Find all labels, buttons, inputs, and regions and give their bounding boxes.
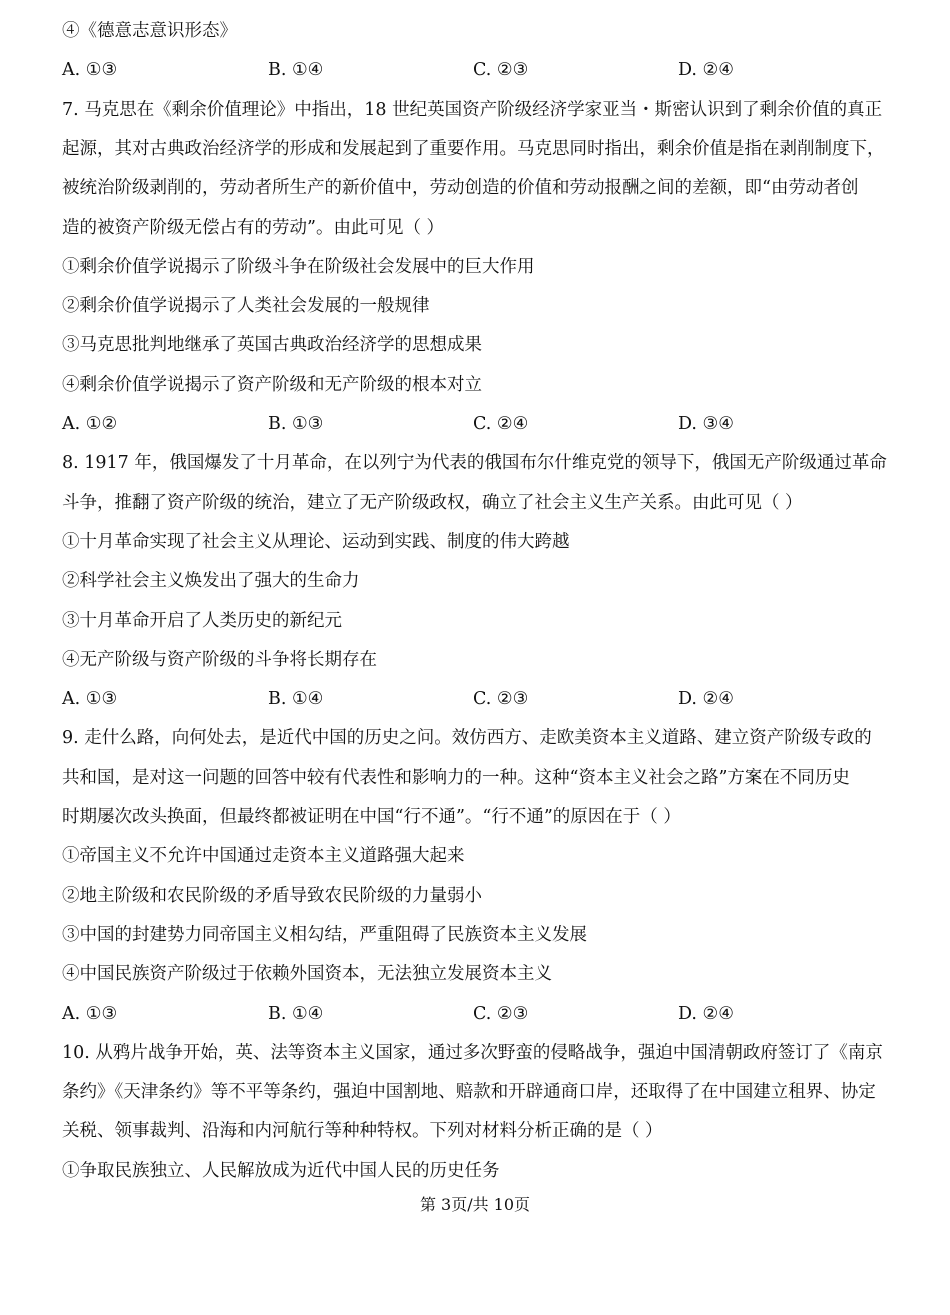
- option-line: ④中国民族资产阶级过于依赖外国资本，无法独立发展资本主义: [62, 964, 552, 985]
- choice-d: D. ③④: [678, 414, 734, 434]
- choice-d: D. ②④: [678, 689, 734, 710]
- option-line: ③马克思批判地继承了英国古典政治经济学的思想成果: [62, 335, 482, 356]
- choice-a: A. ①②: [62, 414, 118, 434]
- choice-b: B. ①④: [268, 689, 324, 710]
- choice-d: D. ②④: [678, 60, 734, 81]
- option-line: ④《德意志意识形态》: [62, 21, 237, 41]
- answer-choices: [62, 688, 888, 710]
- choice-c: C. ②④: [473, 414, 529, 434]
- option-line: ②科学社会主义焕发出了强大的生命力: [62, 571, 360, 592]
- option-line: ②地主阶级和农民阶级的矛盾导致农民阶级的力量弱小: [62, 885, 482, 906]
- choice-c: C. ②③: [473, 1003, 529, 1024]
- question-stem-line: 关税、领事裁判、沿海和内河航行等种种特权。下列对材料分析正确的是（ ）: [62, 1121, 663, 1142]
- choice-c: C. ②③: [473, 60, 529, 81]
- question-stem-line: 9. 走什么路，向何处去，是近代中国的历史之问。效仿西方、走欧美资本主义道路、建立资产阶级专政的: [62, 728, 872, 749]
- question-stem-line: 时期屡次改头换面，但最终都被证明在中国“行不通”。“行不通”的原因在于（ ）: [62, 807, 681, 827]
- question-stem-line: 8. 1917 年，俄国爆发了十月革命，在以列宁为代表的俄国布尔什维克党的领导下，俄国无产阶级通过革命: [62, 453, 887, 474]
- option-line: ④剩余价值学说揭示了资产阶级和无产阶级的根本对立: [62, 374, 482, 395]
- choice-b: B. ①③: [268, 414, 324, 434]
- option-line: ③十月革命开启了人类历史的新纪元: [62, 610, 342, 631]
- choice-b: B. ①④: [268, 1003, 324, 1024]
- answer-choices: [62, 59, 888, 81]
- question-stem-line: 起源，其对古典政治经济学的形成和发展起到了重要作用。马克思同时指出，剩余价值是指在剥削制度下，: [62, 138, 885, 159]
- choice-a: A. ①③: [62, 689, 118, 710]
- choice-a: A. ①③: [62, 60, 118, 81]
- choice-b: B. ①④: [268, 60, 324, 81]
- page-footer: 第 3页/共 10页: [419, 1195, 531, 1214]
- question-stem-line: 条约》《天津条约》等不平等条约，强迫中国割地、赔款和开辟通商口岸，还取得了在中国建立租界、协定: [62, 1082, 876, 1103]
- choice-a: A. ①③: [62, 1003, 118, 1024]
- option-line: ④无产阶级与资产阶级的斗争将长期存在: [62, 649, 377, 670]
- option-line: ①争取民族独立、人民解放成为近代中国人民的历史任务: [62, 1160, 500, 1181]
- question-stem-line: 共和国，是对这一问题的回答中较有代表性和影响力的一种。这种“资本主义社会之路”方案在不同历史: [62, 767, 850, 788]
- question-stem-line: 造的被资产阶级无偿占有的劳动”。由此可见（ ）: [62, 217, 445, 238]
- option-line: ①十月革命实现了社会主义从理论、运动到实践、制度的伟大跨越: [62, 531, 570, 552]
- question-stem-line: 被统治阶级剥削的，劳动者所生产的新价值中，劳动创造的价值和劳动报酬之间的差额，即“由劳动者创: [62, 178, 859, 199]
- choice-c: C. ②③: [473, 689, 529, 710]
- answer-choices: [62, 413, 888, 435]
- choice-d: D. ②④: [678, 1003, 734, 1024]
- question-stem-line: 7. 马克思在《剩余价值理论》中指出，18 世纪英国资产阶级经济学家亚当・斯密认识到了剩余价值的真正: [62, 99, 883, 120]
- option-line: ②剩余价值学说揭示了人类社会发展的一般规律: [62, 296, 430, 317]
- question-stem-line: 10. 从鸦片战争开始，英、法等资本主义国家，通过多次野蛮的侵略战争，强迫中国清朝政府签订了《南京: [62, 1042, 883, 1063]
- answer-choices: [62, 1003, 888, 1025]
- option-line: ①帝国主义不允许中国通过走资本主义道路强大起来: [62, 846, 465, 867]
- option-line: ①剩余价值学说揭示了阶级斗争在阶级社会发展中的巨大作用: [62, 256, 535, 277]
- option-line: ③中国的封建势力同帝国主义相勾结，严重阻碍了民族资本主义发展: [62, 924, 587, 945]
- question-stem-line: 斗争，推翻了资产阶级的统治，建立了无产阶级政权，确立了社会主义生产关系。由此可见（ ）: [62, 492, 803, 513]
